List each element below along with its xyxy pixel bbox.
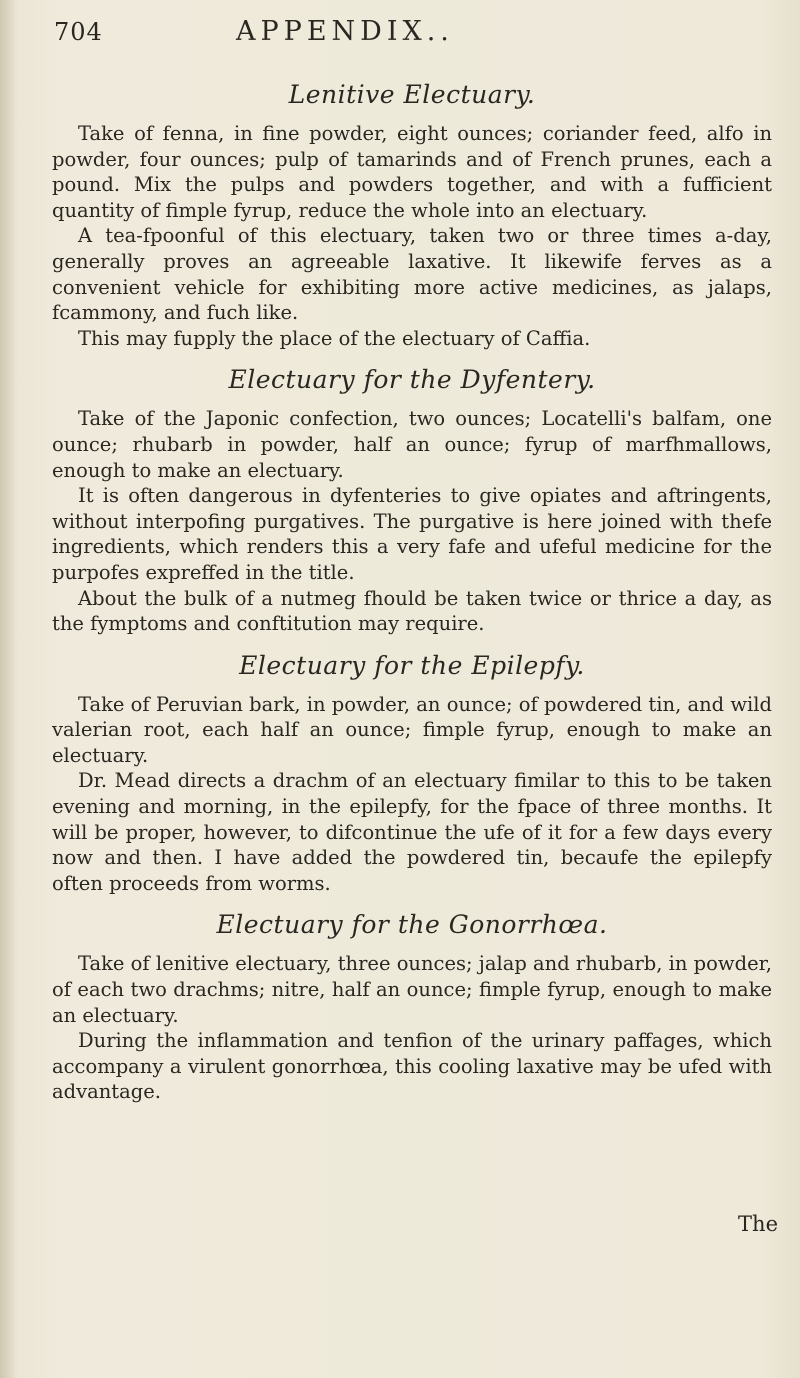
paragraph: During the inflammation and tenfion of the urinary paffages, which accompany a virulent gonorrhœa, this cooling laxative may be ufed with advantage. xyxy=(52,1029,772,1104)
paragraph: Take of lenitive electuary, three ounces; jalap and rhubarb, in powder, of each two drachms; nitre, half an ounce; fimple fyrup, enough to make an electuary. xyxy=(52,952,772,1027)
paragraph: Take of fenna, in fine powder, eight ounces; coriander feed, alfo in powder, four ounces; pulp of tamarinds and of French prunes, each a pound. Mix the pulps and powders together, and with a fufficient quantity of fimple fyrup, reduce the whole into an electuary. xyxy=(52,122,772,222)
section-heading: Electuary for the Epilepfy. xyxy=(239,650,585,680)
paragraph: A tea-fpoonful of this electuary, taken two or three times a-day, generally proves an agreeable laxative. It likewife ferves as a convenient vehicle for exhibiting more active medicines, as jalaps, fcammony, and fuch like. xyxy=(52,224,772,325)
section-electuary-gonorrhoea xyxy=(52,910,772,1105)
paragraph: Dr. Mead directs a drachm of an electuary fimilar to this to be taken evening and morning, in the epilepfy, for the fpace of three months. It will be proper, however, to difcontinue the ufe of it for a few days every now and then. I have added the powdered tin, becaufe the epilepfy often proceeds from worms. xyxy=(52,769,772,895)
page-body xyxy=(52,70,772,1119)
section-heading: Electuary for the Dyfentery. xyxy=(228,365,596,395)
paragraph: This may fupply the place of the electuary of Caffia. xyxy=(78,326,591,350)
paragraph: Take of the Japonic confection, two ounces; Locatelli's balfam, one ounce; rhubarb in powder, half an ounce; fyrup of marfhmallows, enough to make an electuary. xyxy=(52,407,772,482)
paragraph: Take of Peruvian bark, in powder, an ounce; of powdered tin, and wild valerian root, each half an ounce; fimple fyrup, enough to make an electuary. xyxy=(52,692,772,767)
page-number: 704 xyxy=(54,18,103,46)
running-head: APPENDIX.. xyxy=(236,16,454,47)
page-binding-edge xyxy=(0,0,14,1378)
section-heading: Electuary for the Gonorrhœa. xyxy=(216,910,608,940)
paragraph: About the bulk of a nutmeg fhould be taken twice or thrice a day, as the fymptoms and conftitution may require. xyxy=(52,586,772,636)
catchword: The xyxy=(738,1212,778,1236)
section-heading: Lenitive Electuary. xyxy=(288,80,536,109)
section-electuary-epilepsy xyxy=(52,651,772,897)
section-electuary-dysentery xyxy=(52,365,772,636)
paragraph: It is often dangerous in dyfenteries to give opiates and aftringents, without interpofing purgatives. The purgative is here joined with thefe ingredients, which renders this a very fafe and ufeful medicine for the purpofes expreffed in the title. xyxy=(52,484,772,584)
page-header xyxy=(0,14,800,54)
section-lenitive-electuary xyxy=(52,80,772,351)
